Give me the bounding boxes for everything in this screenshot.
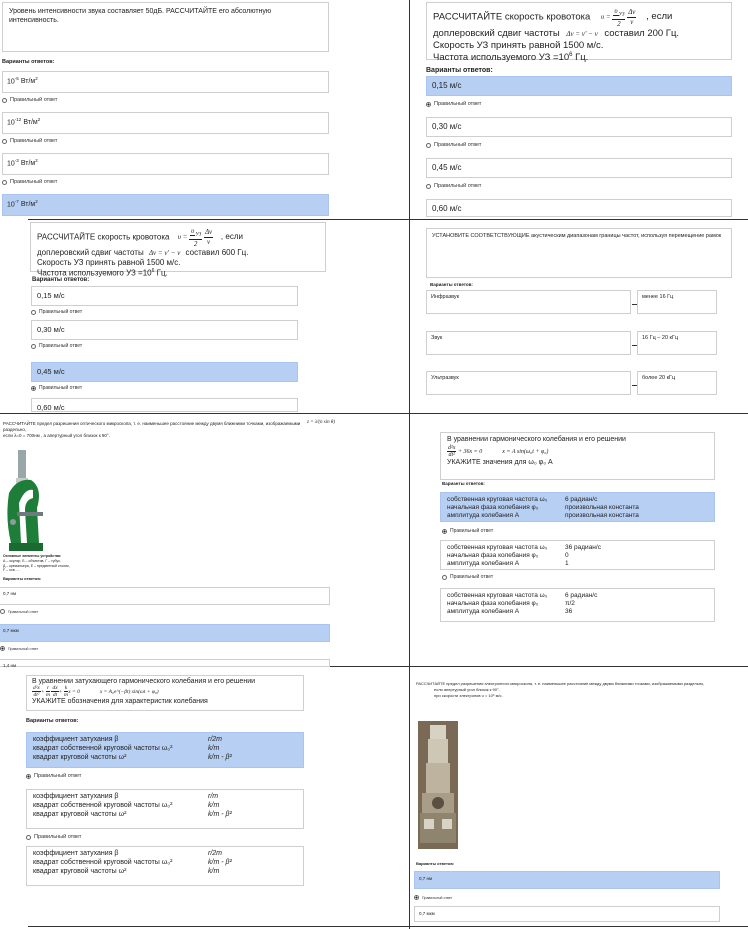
equation-row xyxy=(447,445,708,458)
formula-fraction xyxy=(612,7,625,28)
option-unit-exponent: 2 xyxy=(37,117,41,122)
radio-icon[interactable] xyxy=(31,310,36,315)
answer-option[interactable]: 0,30 м/с xyxy=(426,117,732,137)
option-base: 10 xyxy=(7,119,15,127)
radio-icon[interactable] xyxy=(426,143,431,148)
question-box xyxy=(426,228,732,278)
option-row xyxy=(33,859,297,868)
question-line: Частота используемого УЗ =10 xyxy=(37,269,152,279)
option-row xyxy=(447,512,708,520)
option-row xyxy=(33,811,297,820)
option-term: собственная круговая частота ω₀ xyxy=(447,544,548,551)
radio-icon[interactable] xyxy=(2,139,7,144)
formula-fraction xyxy=(627,8,636,27)
variants-title: Варианты ответов: xyxy=(426,67,493,74)
formula-part: υ = xyxy=(600,13,611,22)
option-row xyxy=(447,496,708,504)
correct-answer-radio[interactable] xyxy=(2,138,57,144)
question-cell-3 xyxy=(28,220,408,412)
radio-icon[interactable] xyxy=(0,646,5,651)
option-row xyxy=(33,754,297,763)
draggable-frame-left[interactable]: Ультразвук xyxy=(426,371,631,395)
question-text: УСТАНОВИТЕ СООТВЕТСТВУЮЩИЕ акустическим диапазонам границы частот, используя перемещение рамок xyxy=(432,233,722,239)
shift-formula: Δν = ν' − ν xyxy=(148,249,181,258)
answer-option[interactable] xyxy=(2,71,329,93)
option-term: амплитуда колебания A xyxy=(447,607,520,615)
draggable-frame-right[interactable]: менее 16 Гц xyxy=(637,290,717,314)
radio-icon[interactable] xyxy=(442,529,447,534)
formula-part: Δν xyxy=(628,8,636,17)
answer-option[interactable]: 0,60 м/с xyxy=(31,398,298,412)
option-term: коэффициент затухания β xyxy=(33,850,119,857)
correct-answer-radio[interactable] xyxy=(31,343,82,349)
option-row xyxy=(447,504,708,512)
option-value: произвольная константа xyxy=(565,503,639,511)
answer-option[interactable] xyxy=(26,789,304,829)
formula-fraction xyxy=(189,227,202,248)
answer-option[interactable]: 0,30 м/с xyxy=(31,320,298,340)
answer-option[interactable] xyxy=(2,194,329,216)
option-value: 6 радиан/с xyxy=(565,592,598,599)
option-term: квадрат круговой частоты ω² xyxy=(33,753,127,761)
answer-option[interactable] xyxy=(2,112,329,134)
correct-answer-radio[interactable] xyxy=(442,574,493,580)
formula-part: ν xyxy=(630,18,634,27)
option-base: 10 xyxy=(7,78,15,86)
answer-option[interactable]: 0,60 м/с xyxy=(426,199,732,217)
equation-solution: x = A sin(ω₀t + φ₀) xyxy=(502,448,549,455)
question-cell-1 xyxy=(0,0,408,218)
radio-label: Правильный ответ xyxy=(10,138,58,144)
question-line: составил 600 Гц. xyxy=(185,248,249,258)
answer-option[interactable]: 0,7 нм xyxy=(414,871,720,889)
option-unit-exponent: 2 xyxy=(35,76,38,81)
option-unit: Вт/м xyxy=(20,78,36,86)
option-row xyxy=(33,850,297,859)
variants-title: Варианты ответов: xyxy=(2,59,55,65)
option-term: квадрат собственной круговой частоты ω₀² xyxy=(33,801,173,809)
option-exponent: -12 xyxy=(14,117,22,122)
question-line: Скорость УЗ принять равной 1500 м/с. xyxy=(37,258,181,268)
question-cell-6 xyxy=(410,414,748,665)
answer-option[interactable]: 0,45 м/с xyxy=(31,362,298,382)
option-term: квадрат круговой частоты ω² xyxy=(33,810,127,818)
correct-answer-radio[interactable] xyxy=(426,142,481,148)
formula-part: υ = xyxy=(177,233,188,242)
option-term: квадрат собственной круговой частоты ω₀² xyxy=(33,744,173,752)
answer-option[interactable]: 0,7 мкм xyxy=(414,906,720,922)
question-line: Гц. xyxy=(572,52,589,64)
question-cell-7 xyxy=(0,667,408,925)
answer-option[interactable] xyxy=(26,846,304,886)
shift-formula: Δν = ν' − ν xyxy=(566,30,598,39)
variants-title: Варианты ответов: xyxy=(3,576,42,581)
variants-title: Варианты ответов: xyxy=(32,277,90,283)
formula-part: 2 xyxy=(193,239,198,248)
option-row xyxy=(447,544,708,552)
option-row xyxy=(33,736,297,745)
formula-part: Δν xyxy=(204,228,213,237)
answer-option[interactable]: 0,7 мкм xyxy=(0,624,330,642)
formula-part: ν xyxy=(207,238,211,247)
option-exponent: -7 xyxy=(14,199,19,204)
equation-row xyxy=(32,685,298,698)
question-cell-2 xyxy=(410,0,748,218)
question-line: составил 200 Гц. xyxy=(604,28,680,40)
formula-fraction: $\frac{k}{m}$ xyxy=(63,685,68,698)
option-term: амплитуда колебания A xyxy=(447,559,520,567)
radio-icon[interactable] xyxy=(26,774,31,779)
grid-horizontal-line xyxy=(28,926,748,927)
option-unit: Вт/м xyxy=(20,160,36,168)
option-value: 36 радиан/с xyxy=(565,544,601,551)
exponent: 6 xyxy=(569,52,573,59)
option-value: k/m xyxy=(208,744,220,752)
formula-fraction: $\frac{r}{m}$ xyxy=(46,685,50,698)
radio-label: Правильный ответ xyxy=(39,309,83,315)
answer-option[interactable]: 1,4 нм xyxy=(0,659,330,667)
draggable-frame-right[interactable]: более 20 кГц xyxy=(637,371,717,395)
radio-label: Правильный ответ xyxy=(450,528,494,534)
radio-label: Правильный ответ xyxy=(434,142,482,148)
question-box xyxy=(26,675,304,711)
option-value: k/m - β² xyxy=(208,858,232,866)
answer-option[interactable]: 0,45 м/с xyxy=(426,158,732,178)
question-line: если λ=0 = 700нм , а апертурный угол близок к 90°. xyxy=(3,432,110,438)
correct-answer-radio[interactable] xyxy=(31,309,82,315)
option-base: 10 xyxy=(7,201,15,209)
caption-line: А – окуляр, Б – объектив, Г – тубус, xyxy=(3,559,61,563)
question-line: Скорость УЗ принять равной 1500 м/с. xyxy=(433,40,604,52)
option-value: произвольная константа xyxy=(565,511,639,519)
correct-answer-radio[interactable] xyxy=(0,646,38,651)
answer-option[interactable]: 0,15 м/с xyxy=(426,76,732,96)
option-row xyxy=(33,745,297,754)
electron-microscope-image xyxy=(418,721,458,849)
option-row xyxy=(447,600,708,608)
option-row xyxy=(447,552,708,560)
option-row xyxy=(33,793,297,802)
option-term: собственная круговая частота ω₀ xyxy=(447,592,548,599)
radio-icon[interactable] xyxy=(426,184,431,189)
radio-icon[interactable] xyxy=(426,102,431,107)
question-box xyxy=(426,2,732,64)
question-box xyxy=(440,432,715,480)
variants-title: Варианты ответов: xyxy=(26,718,79,724)
question-line: УКАЖИТЕ значения для ω₀ φ₀ A xyxy=(447,459,553,466)
option-value: r/m xyxy=(208,793,219,800)
option-value: r/2m xyxy=(208,736,222,743)
formula-part: 2 xyxy=(617,19,621,28)
caption-line: Д – кремальера, Е – предметный столик, xyxy=(3,563,70,568)
radio-icon[interactable] xyxy=(31,344,36,349)
caption-title: Основные элементы устройства: xyxy=(3,554,62,558)
option-row xyxy=(33,802,297,811)
correct-answer-radio[interactable] xyxy=(0,609,38,614)
option-term: начальная фаза колебания φ₀ xyxy=(447,599,539,607)
radio-icon[interactable] xyxy=(442,575,447,580)
option-term: коэффициент затухания β xyxy=(33,793,119,800)
formula-part: υ xyxy=(614,7,618,15)
answer-option[interactable] xyxy=(440,492,715,522)
radio-label: Правильный ответ xyxy=(8,646,39,651)
question-line: Частота используемого УЗ =10 xyxy=(433,52,570,64)
option-term: амплитуда колебания A xyxy=(447,511,520,519)
radio-label: Правильный ответ xyxy=(39,343,83,349)
option-value: k/m - β² xyxy=(208,753,232,761)
correct-answer-radio[interactable] xyxy=(26,834,81,840)
formula-fraction: $\frac{dx}{dt}$ xyxy=(52,685,58,698)
radio-label: Правильный ответ xyxy=(10,179,58,185)
radio-label: Правильный ответ xyxy=(34,773,82,779)
option-exponent: -5 xyxy=(14,76,19,81)
question-line: УКАЖИТЕ обозначения для характеристик колебания xyxy=(32,698,208,705)
option-base: 10 xyxy=(7,160,15,168)
radio-label: Правильный ответ xyxy=(39,385,83,391)
formula-fraction: $\frac{\text{d²x}}{\text{dt²}}$ xyxy=(448,445,456,458)
question-box xyxy=(30,222,326,279)
radio-icon[interactable] xyxy=(414,895,419,900)
option-term: коэффициент затухания β xyxy=(33,736,119,743)
exponent: 6 xyxy=(151,268,155,275)
radio-icon[interactable] xyxy=(31,386,36,391)
radio-label: Правильный ответ xyxy=(422,895,453,900)
answer-option[interactable]: 0,15 м/с xyxy=(31,286,298,306)
formula-fraction: $\frac{\text{d²x}}{\text{dt²}}$ xyxy=(33,685,40,698)
question-cell-4 xyxy=(410,220,748,412)
radio-label: Правильный ответ xyxy=(434,183,482,189)
correct-answer-radio[interactable] xyxy=(414,895,452,900)
formula-fraction xyxy=(204,228,213,247)
option-value: 0 xyxy=(565,551,569,559)
correct-answer-radio[interactable] xyxy=(426,101,481,107)
radio-label: Правильный ответ xyxy=(10,97,58,103)
correct-answer-radio[interactable] xyxy=(26,773,81,779)
correct-answer-radio[interactable] xyxy=(426,183,481,189)
answer-option[interactable] xyxy=(440,588,715,622)
variants-title: Варианты ответов: xyxy=(442,481,485,486)
option-row xyxy=(33,868,297,877)
question-text xyxy=(3,421,308,439)
question-line: при скорости электронов υ = 10⁶ м/с. xyxy=(434,693,503,698)
option-value: k/m xyxy=(208,867,220,875)
option-value: 6 радиан/с xyxy=(565,496,598,503)
question-cell-8 xyxy=(410,667,748,925)
correct-answer-radio[interactable] xyxy=(442,528,493,534)
caption-line: F – осв .... xyxy=(3,568,20,573)
option-unit: Вт/м xyxy=(23,119,38,127)
question-line: если апертурный угол близок к 90°, xyxy=(434,687,500,692)
correct-answer-radio[interactable] xyxy=(31,385,82,391)
frame-connector xyxy=(632,345,637,346)
draggable-frame-left[interactable]: Звук xyxy=(426,331,631,355)
correct-answer-radio[interactable] xyxy=(2,97,57,103)
answer-option[interactable]: 0,7 нм xyxy=(0,587,330,605)
option-unit-exponent: 2 xyxy=(35,199,38,204)
formula-part: + 36x = 0 xyxy=(457,448,483,455)
option-unit: Вт/м xyxy=(20,201,36,209)
option-term: квадрат круговой частоты ω² xyxy=(33,867,127,875)
variants-title: Варианты ответов: xyxy=(430,282,473,287)
question-box xyxy=(2,2,329,52)
option-row xyxy=(447,560,708,568)
question-line: доплеровский сдвиг частоты xyxy=(37,248,144,258)
question-line: РАССЧИТАЙТЕ предел разрешения оптического микроскопа, т. е. наименьшее расстояние между двумя ближними точками, изображаемыми раздельно, xyxy=(3,421,301,432)
question-line: Гц. xyxy=(154,269,168,279)
answer-option[interactable] xyxy=(26,732,304,768)
question-line: В уравнении гармонического колебания и его решении xyxy=(447,436,626,443)
formula-part: УЗ xyxy=(618,12,625,18)
option-value: 1 xyxy=(565,559,569,567)
microscope-image xyxy=(3,448,49,553)
option-value: 36 xyxy=(565,607,573,615)
radio-icon[interactable] xyxy=(0,609,5,614)
option-exponent: -3 xyxy=(14,158,19,163)
frame-connector xyxy=(632,304,637,305)
option-term: квадрат собственной круговой частоты ω₀² xyxy=(33,858,173,866)
question-line: , если xyxy=(646,11,673,23)
question-text xyxy=(416,681,726,699)
option-value: π/2 xyxy=(565,599,575,607)
formula-part: υ xyxy=(191,227,195,235)
option-unit-exponent: 2 xyxy=(35,158,38,163)
draggable-frame-left[interactable]: Инфразвук xyxy=(426,290,631,314)
radio-label: Правильный ответ xyxy=(434,101,482,107)
question-line: доплеровский сдвиг частоты xyxy=(433,28,560,40)
option-row xyxy=(447,592,708,600)
radio-label: Правильный ответ xyxy=(34,834,82,840)
variants-title: Варианты ответов: xyxy=(416,861,455,866)
question-cell-5 xyxy=(0,414,408,668)
radio-label: Правильный ответ xyxy=(450,574,494,580)
option-value: r/2m xyxy=(208,850,222,857)
equation-solution: x = A₀e^(−βt) sin(ωt + φ₀) xyxy=(99,688,159,695)
correct-answer-radio[interactable] xyxy=(2,179,57,185)
question-text: Уровень интенсивности звука составляет 50дБ. РАССЧИТАЙТЕ его абсолютную интенсивность. xyxy=(9,8,272,24)
question-line: РАССЧИТАЙТЕ предел разрешения электронного микроскопа, т. е. наименьшее расстояние между двумя ближними точками, изображаемыми раздельно, xyxy=(416,681,705,686)
option-term: начальная фаза колебания φ₀ xyxy=(447,503,539,511)
option-value: k/m - β² xyxy=(208,810,232,818)
option-value: k/m xyxy=(208,801,220,809)
option-term: собственная круговая частота ω₀ xyxy=(447,496,548,503)
frame-connector xyxy=(632,385,637,386)
radio-icon[interactable] xyxy=(2,98,7,103)
answer-option[interactable] xyxy=(440,540,715,570)
formula-part: УЗ xyxy=(195,232,202,238)
draggable-frame-right[interactable]: 16 Гц – 20 кГц xyxy=(637,331,717,355)
resolution-formula: z = λ/(n sin θ) xyxy=(307,420,335,425)
answer-option[interactable] xyxy=(2,153,329,175)
radio-icon[interactable] xyxy=(26,835,31,840)
differential-equation: $\frac{\text{d²x}}{\text{dt²}}$ + $\frac{r}{m}$ $\frac{dx}{dt}$ + $\frac{k}{m}$ x = 0 xyxy=(33,685,80,698)
differential-equation xyxy=(447,445,482,458)
option-term: начальная фаза колебания φ₀ xyxy=(447,551,539,559)
radio-label: Правильный ответ xyxy=(8,609,39,614)
radio-icon[interactable] xyxy=(2,180,7,185)
question-line: , если xyxy=(220,232,243,242)
question-line: РАССЧИТАЙТЕ скорость кровотока xyxy=(37,232,170,242)
question-line: В уравнении затухающего гармонического колебания и его решении xyxy=(32,678,256,685)
question-line: РАССЧИТАЙТЕ скорость кровотока xyxy=(433,11,591,23)
option-row xyxy=(447,608,708,616)
